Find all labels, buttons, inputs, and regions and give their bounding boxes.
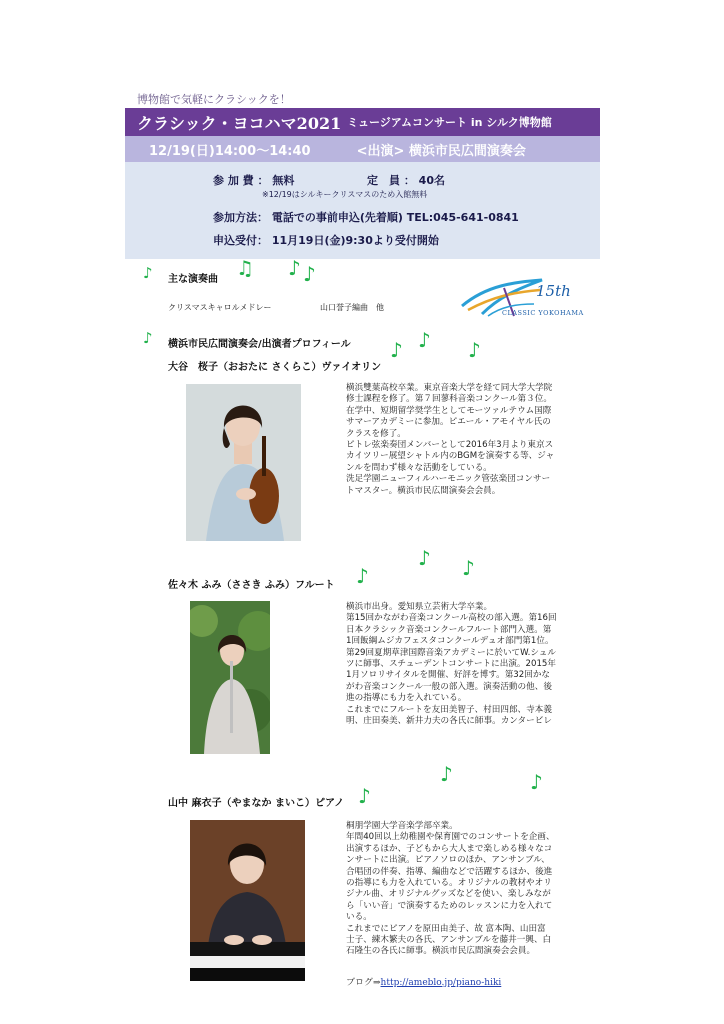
- music-note-icon: ♫: [236, 256, 254, 280]
- classic-yokohama-logo: [458, 276, 590, 324]
- title-banner: [125, 108, 600, 136]
- event-subtitle: ミュージアムコンサート in シルク博物館: [347, 116, 552, 129]
- performer-1-bio: 横浜雙葉高校卒業。東京音楽大学を経て同大学大学院 修士課程を修了。第７回蓼科音楽コンクール第３位。 在学中、短期留学奨学生としてモーツァルテウム国際 サマーアカデミーに参加。ピエール・アモイヤル氏の クラスを修了。 ピトレ弦楽奏団メンバーとして2016年3月より東京ス カイツリー展望シャトル内のBGMを演奏する等、ジャ ンルを問わず様々な活動をしている。 洗足学園ニューフィルハーモニック管弦楽団コンサー トマスター。横浜市民広間演奏会会員。: [346, 383, 555, 496]
- event-date-time: 12/19(日)14:00～14:40: [149, 143, 311, 159]
- music-note-icon: ♪: [288, 256, 301, 280]
- music-note-icon: ♪: [303, 262, 316, 286]
- music-note-icon: ♪: [418, 546, 431, 570]
- music-note-icon: ♪: [530, 770, 543, 794]
- logo-15th-text: 15th: [536, 282, 571, 300]
- profiles-heading: 横浜市民広間演奏会/出演者プロフィール: [168, 339, 351, 350]
- music-note-icon: ♪: [468, 338, 481, 362]
- method-text: 参加方法： 電話での事前申込(先着順) TEL:045-641-0841: [213, 211, 519, 224]
- flutist-photo: [190, 601, 270, 754]
- date-band: [125, 136, 600, 162]
- fee-note: ※12/19はシルキークリスマスのため入館無料: [262, 190, 428, 199]
- performer-3-bio: 桐朋学園大学音楽学部卒業。 年間40回以上幼稚園や保育園でのコンサートを企画、 出演するほか、子どもから大人まで楽しめる様々なコ ンサートに出演。ピアノソロのほか、アンサンブル、 合唱団の伴奏、指導、編曲などで活躍するほか、後進 の指導にも力を入れている。オリジナルの教材やオリ ジナル曲、オリジナルグッズなどを使い、楽しみなが ら「いい音」で演奏するためのレッスンに力を入れて いる。 これまでにピアノを原田由美子、故 富本陶、山田富 士子、練木繁夫の各氏、アンサンブルを藤井一興、白 石隆生の各氏に師事。横浜市民広間演奏会会員。: [346, 821, 555, 957]
- logo-subtext: CLASSIC YOKOHAMA: [502, 309, 584, 317]
- piece-2: 山口誉子編曲 他: [320, 303, 384, 312]
- event-performer: <出演> 横浜市民広間演奏会: [356, 143, 526, 159]
- violinist-photo: [186, 384, 301, 541]
- pianist-photo: [190, 820, 305, 981]
- performer-3-name: 山中 麻衣子（やまなか まいこ）ピアノ: [168, 798, 345, 809]
- blog-label: ブログ⇒: [346, 978, 381, 988]
- music-note-icon: ♪: [143, 264, 153, 282]
- performer-2-bio: 横浜市出身。愛知県立芸術大学卒業。 第15回かながわ音楽コンクール高校の部入選。第16回 日本クラシック音楽コンクールフルート部門入選。第 1回飯綱ムジカフェスタコンクールデュオ部門第1位。 第29回夏期草津国際音楽アカデミーに於いてW.シュル ツに師事、スチューデントコンサートに出演。2015年 1月ソロリサイタルを開催、好評を博す。第32回かな がわ音楽コンクール一般の部入選。演奏活動の他、後 進の指導にも力を入れている。 これまでにフルートを友田美智子、村田四郎、寺本義 明、庄田奏美、新井力夫の各氏に師事。カンタービレ: [346, 602, 557, 727]
- music-note-icon: ♪: [390, 338, 403, 362]
- performer-1-name: 大谷 桜子（おおたに さくらこ）ヴァイオリン: [168, 362, 382, 373]
- music-note-icon: ♪: [440, 762, 453, 786]
- info-box: [125, 162, 600, 259]
- blog-link[interactable]: http://ameblo.jp/piano-hiki: [380, 978, 502, 988]
- blog-line: [346, 975, 501, 988]
- music-note-icon: ♪: [358, 784, 371, 808]
- music-note-icon: ♪: [356, 564, 369, 588]
- music-note-icon: ♪: [418, 328, 431, 352]
- program-heading: 主な演奏曲: [168, 274, 218, 285]
- performer-2-name: 佐々木 ふみ（ささき ふみ）フルート: [168, 580, 335, 591]
- reception-text: 申込受付： 11月19日(金)9:30より受付開始: [213, 234, 439, 247]
- fee-text: 参 加 費 ： 無料: [213, 174, 295, 187]
- piece-1: クリスマスキャロルメドレー: [168, 303, 272, 312]
- music-note-icon: ♪: [462, 556, 475, 580]
- event-title: クラシック・ヨコハマ2021: [137, 113, 342, 133]
- music-note-icon: ♪: [143, 329, 153, 347]
- capacity-text: 定 員 ： 40名: [367, 174, 445, 187]
- tagline: 博物館で気軽にクラシックを！: [137, 93, 291, 106]
